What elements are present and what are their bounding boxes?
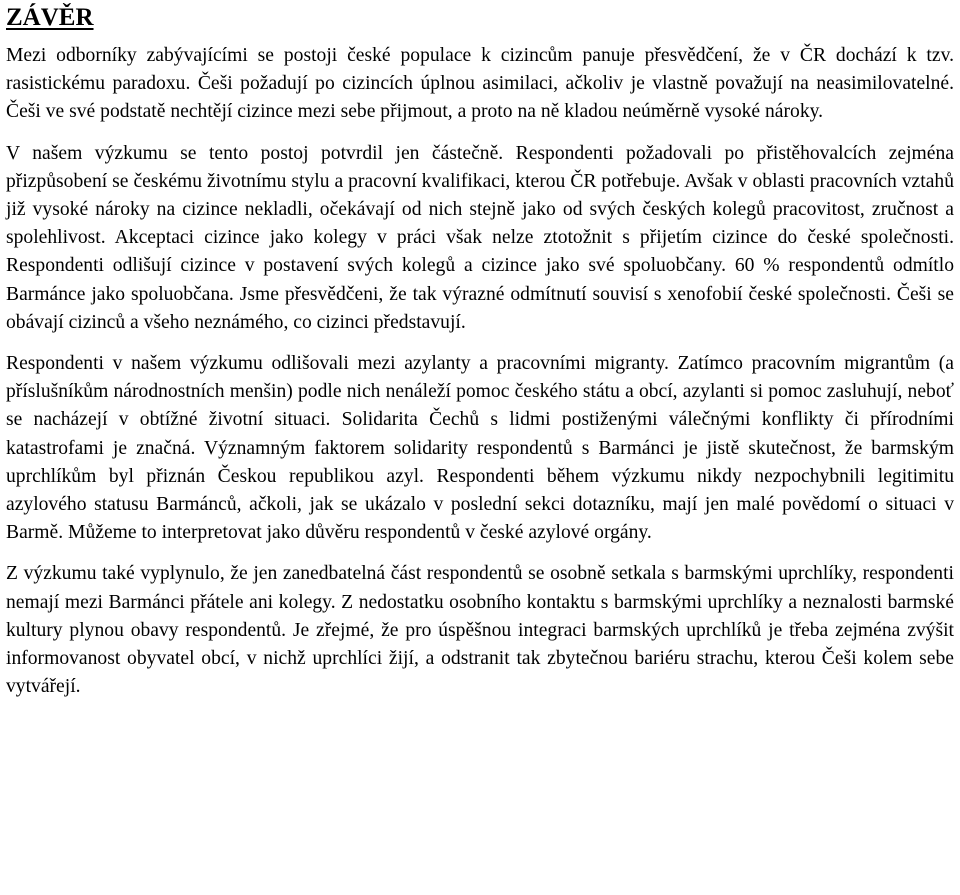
paragraph-4: Z výzkumu také vyplynulo, že jen zanedbatelná část respondentů se osobně setkala s barmskými uprchlíky, respondenti nemají mezi Barmánci přátele ani kolegy. Z nedostatku osobního kontaktu s barmskými uprchlíky a neznalosti barmské kultury plynou obavy respondentů. Je zřejmé, že pro úspěšnou integraci barmských uprchlíků je třeba zejména zvýšit informovanost obyvatel obcí, v nichž uprchlíci žijí, a odstranit tak zbytečnou bariéru strachu, kterou Češi kolem sebe vytvářejí. bbox=[6, 563, 954, 698]
section-heading: ZÁVĚR bbox=[6, 4, 94, 31]
paragraph-3: Respondenti v našem výzkumu odlišovali mezi azylanty a pracovními migranty. Zatímco pracovním migrantům (a příslušníkům národnostních menšin) podle nich nenáleží pomoc českého státu a obcí, azylanti si pomoc zasluhují, neboť se nacházejí v obtížné životní situaci. Solidarita Čechů s lidmi postiženými válečnými konflikty či přírodními katastrofami je značná. Významným faktorem solidarity respondentů s Barmánci je jistě skutečnost, že barmským uprchlíkům byl přiznán Českou republikou azyl. Respondenti během výzkumu nikdy nezpochybnili legitimitu azylového statusu Barmánců, ačkoli, jak se ukázalo v poslední sekci dotazníku, mají jen malé povědomí o situaci v Barmě. Můžeme to interpretovat jako důvěru respondentů v české azylové orgány. bbox=[6, 353, 954, 544]
paragraph-2: V našem výzkumu se tento postoj potvrdil jen částečně. Respondenti požadovali po přistěhovalcích zejména přizpůsobení se českému životnímu stylu a pracovní kvalifikaci, kterou ČR potřebuje. Avšak v oblasti pracovních vztahů již vysoké nároky na cizince nekladli, očekávají od nich stejně jako od svých českých kolegů pracovitost, zručnost a spolehlivost. Akceptaci cizince jako kolegy v práci však nelze ztotožnit s přijetím cizince do české společnosti. Respondenti odlišují cizince v postavení svých kolegů a cizince jako své spoluobčany. 60 % respondentů odmítlo Barmánce jako spoluobčana. Jsme přesvědčeni, že tak výrazné odmítnutí souvisí s xenofobií české společnosti. Češi se obávají cizinců a všeho neznámého, co cizinci představují. bbox=[6, 142, 954, 333]
paragraph-1: Mezi odborníky zabývajícími se postoji české populace k cizincům panuje přesvědčení, že v ČR dochází k tzv. rasistickému paradoxu. Češi požadují po cizincích úplnou asimilaci, ačkoliv je vlastně považují na neasimilovatelné. Češi ve své podstatě nechtějí cizince mezi sebe přijmout, a proto na ně kladou neúměrně vysoké nároky. bbox=[6, 45, 954, 123]
